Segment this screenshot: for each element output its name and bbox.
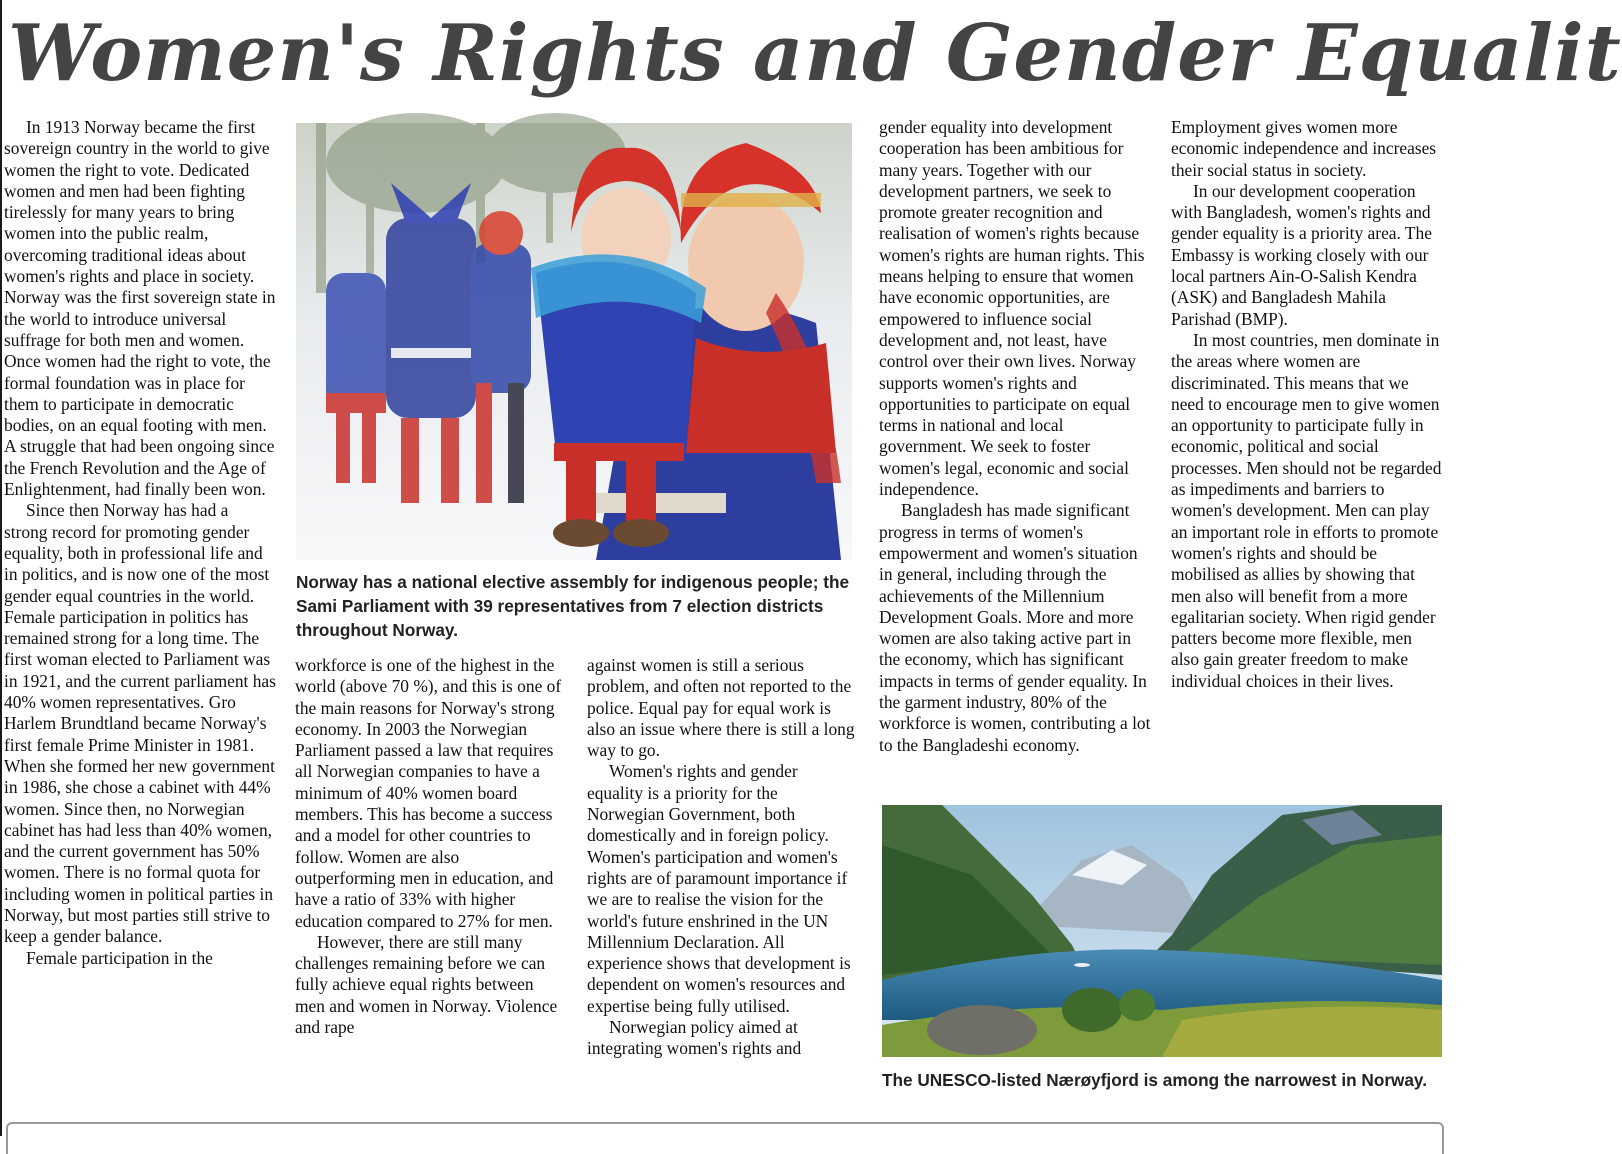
paragraph: Women's rights and gender equality is a priority for the Norwegian Government, both domestically and in foreign policy. Women's participation and women's rights are of paramount importance if we are to realise the vision for the world's future enshrined in the UN Millennium Declaration. All experience shows that development is dependent on women's resources and expertise being fully utilised. [587, 761, 851, 1016]
paragraph: Bangladesh has made significant progress in terms of women's empowerment and women's situation in general, including through the achievements of the Millennium Development Goals. More and more women are also taking active part in the economy, which has significant impacts in terms of gender equality. In the garment industry, 80% of the workforce is women, contributing a lot to the Bangladeshi economy. [879, 500, 1151, 755]
next-section-frame [6, 1122, 1444, 1154]
article-column-1 [4, 117, 276, 969]
paragraph: In 1913 Norway became the first sovereign country in the world to give women the right to vote. Dedicated women and men had been fighting tirelessly for many years to bring women into the public realm, overcoming traditional ideas about women's rights and place in society. Norway was the first sovereign state in the world to introduce universal suffrage for both men and women. Once women had the right to vote, the formal foundation was in place for them to participate in democratic bodies, on an equal footing with men. A struggle that had been ongoing since the French Revolution and the Age of Enlightenment, had finally been won. [4, 117, 276, 500]
paragraph: Female participation in the [26, 947, 213, 968]
photo-caption-sami: Norway has a national elective assembly for indigenous people; the Sami Parliament with 39 representatives from 7 election districts throughout Norway. [296, 572, 850, 640]
paragraph: against women is still a serious problem, and often not reported to the police. Equal pay for equal work is also an issue where there is still a long way to go. [587, 655, 855, 761]
article-column-3 [587, 655, 857, 1060]
paragraph: gender equality into development cooperation has been ambitious for many years. Together with our development partners, we seek to promote greater recognition and realisation of women's rights because women's rights are human rights. This means helping to ensure that women have economic opportunities, are empowered to influence social development and, not least, have control over their own lives. Norway supports women's rights and opportunities to participate on equal terms in national and local government. We seek to foster women's legal, economic and social independence. [879, 117, 1145, 500]
photo-sami-mother-child [296, 123, 852, 560]
page-left-rule [0, 0, 2, 1136]
paragraph: Employment gives women more economic independence and increases their social status in society. [1171, 117, 1437, 180]
paragraph: Since then Norway has had a strong record for promoting gender equality, both in professional life and in politics, and is now one of the most gender equal countries in the world. Female participation in politics has remained strong for a long time. The first woman elected to Parliament was in 1921, and the current parliament has 40% women representatives. Gro Harlem Brundtland became Norway's first female Prime Minister in 1981. When she formed her new government in 1986, she chose a cabinet with 44% women. Since then, no Norwegian cabinet has had less than 40% women, and the current government has 50% women. There is no formal quota for including women in political parties in Norway, but most parties still strive to keep a gender balance. [4, 500, 276, 947]
paragraph: Norwegian policy aimed at integrating women's rights and [587, 1017, 802, 1059]
article-column-2 [295, 655, 563, 1038]
headline: Women's Rights and Gender Equalit [8, 8, 1622, 99]
paragraph: In most countries, men dominate in the areas where women are discriminated. This means that we need to encourage men to give women an opportunity to participate fully in economic, political and social processes. Men should not be regarded as impediments and barriers to women's development. Men can play an important role in efforts to promote women's rights and should be mobilised as allies by showing that men also will benefit from a more egalitarian society. When rigid gender patters become more flexible, men also gain greater freedom to make individual choices in their lives. [1171, 329, 1442, 691]
paragraph: However, there are still many challenges remaining before we can fully achieve equal rights between men and women in Norway. Violence and rape [295, 931, 558, 1038]
paragraph: In our development cooperation with Bangladesh, women's rights and gender equality is a priority area. The Embassy is working closely with our local partners Ain-O-Salish Kendra (ASK) and Bangladesh Mahila Parishad (BMP). [1171, 180, 1432, 329]
photo-caption-fjord: The UNESCO-listed Nærøyfjord is among the narrowest in Norway. [882, 1070, 1427, 1090]
article-column-4 [879, 117, 1151, 756]
photo-naeroyfjord [882, 805, 1442, 1057]
paragraph: workforce is one of the highest in the world (above 70 %), and this is one of the main reasons for Norway's strong economy. In 2003 the Norwegian Parliament passed a law that requires all Norwegian companies to have a minimum of 40% women board members. This has become a success and a model for other countries to follow. Women are also outperforming men in education, and have a ratio of 33% with higher education compared to 27% for men. [295, 655, 562, 931]
article-column-5 [1171, 117, 1443, 692]
